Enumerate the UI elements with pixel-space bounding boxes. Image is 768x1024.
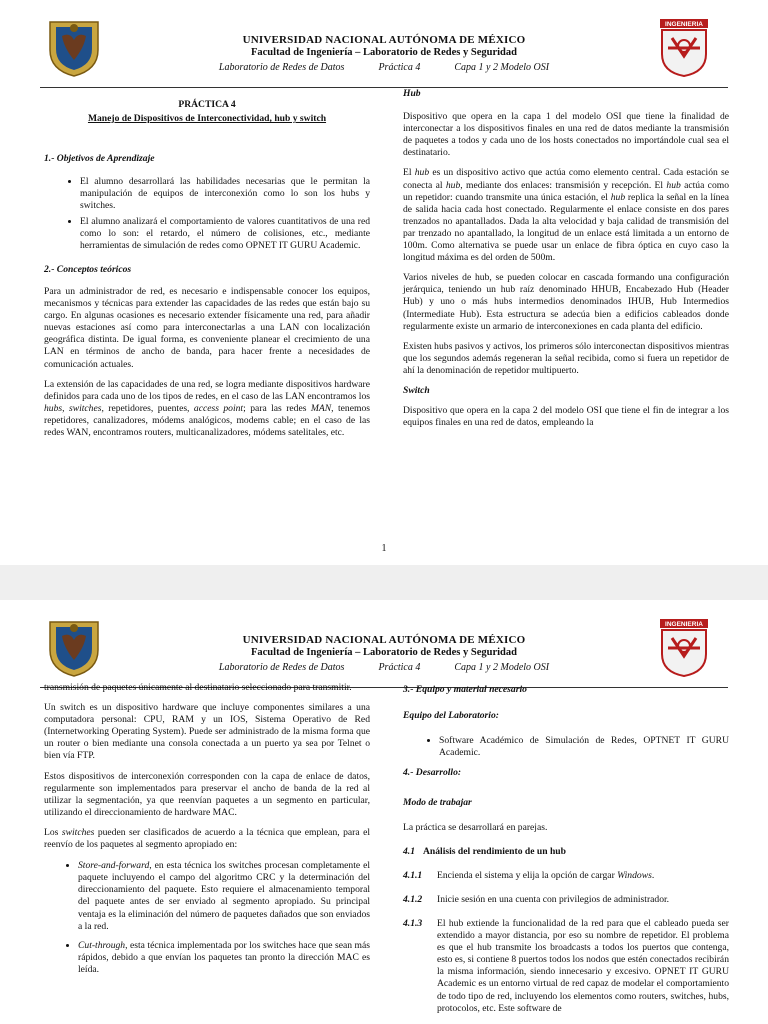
right-column [403, 684, 729, 1023]
practice-name: Práctica 4 [378, 662, 421, 673]
step-4-1-3: 4.1.3 El hub extiende la funcionalidad de la red para que el cableado pueda ser extendido a mayor distancia, por eso su nombre de repetidor. El problema es que el hub transmite los broadcasts a todos los puertos que contenga, esto es, si contiene 8 puertos todos los nodos que estén conectados recibirán la misma información, siendo innecesario y excesivo. OPNET IT GURU Academic es un entorno virtual de red capaz de modelar el comportamiento de todo tipo de red, incluyendo los elementos como routers, switches, hubs, protocolos, etc. Este software de [403, 917, 729, 1014]
equipment-subtitle: Equipo del Laboratorio: [403, 710, 499, 722]
section-equipment-title: 3.- Equipo y material necesario [403, 684, 527, 695]
ingenieria-logo [654, 16, 714, 78]
lab-name: Laboratorio de Redes de Datos [218, 662, 345, 673]
left-column [44, 682, 370, 984]
page-number: 1 [381, 543, 387, 554]
subsection-4-1 [403, 846, 729, 858]
paragraph: Varios niveles de hub, se pueden colocar en cascada formando una configuración jerárquica, teniendo un hub raíz denominado HHUB, Encabezado Hub (Header Hub) y uno o más hubs intermedios denominados IHUB, Hub Intermedios (Intermediate Hub). Esta estructura se adecúa bien a edificios cableados donde regularmente existe un armario de interconexiones en cada planta del edificio. [403, 272, 729, 332]
paragraph: transmisión de paquetes únicamente al destinatario seleccionado para transmitir. [44, 682, 352, 693]
unam-crest-logo [44, 616, 104, 678]
chapter-name: Capa 1 y 2 Modelo OSI [454, 62, 550, 73]
page-header [120, 634, 648, 673]
work-mode-title: Modo de trabajar [403, 797, 472, 809]
step-4-1-1: 4.1.1 Encienda el sistema y elija la opción de cargar Windows. [403, 869, 655, 881]
step-4-1-2: 4.1.2 Inicie sesión en una cuenta con privilegios de administrador. [403, 893, 670, 905]
paragraph: Existen hubs pasivos y activos, los primeros sólo interconectan dispositivos mientras que los segundos además regeneran la señal recibida, como si fuera un repetidor de ahí la denominación de repetidor multipuerto. [403, 340, 729, 376]
page-2 [0, 600, 768, 1024]
page-gap [0, 565, 768, 600]
list-item: • Software Académico de Simulación de Redes, OPTNET IT GURU Academic. [439, 734, 729, 759]
section-objectives-title: 1.- Objetivos de Aprendizaje [44, 153, 155, 165]
paragraph: La extensión de las capacidades de una red, se logra mediante dispositivos hardware definidos para cada uno de los tipos de redes, en el caso de las LAN encontramos los hubs, switches, repetidores, puentes, access point; para las redes MAN, tenemos repetidores, canalizadores, módems analógicos, modems cable; en el caso de las redes WAN, encontramos routers, multicanalizadores, módems satelitales, etc. [44, 378, 370, 438]
equipment-list [403, 734, 729, 759]
chapter-name: Capa 1 y 2 Modelo OSI [454, 662, 550, 673]
paragraph: El hub es un dispositivo activo que actúa como elemento central. Cada estación se conecta al hub, mediante dos enlaces: transmisión y recepción. El hub actúa como un repetidor: cuando transmite una única estación, el hub replica la señal en la línea de salida hacia cada host conectado. Regularmente el enlace consiste en dos pares trenzados no apantallados. Dada la alta velocidad y baja calidad de transmisión del par trenzado no apantallado, la longitud de un enlace está limitada a un entorno de 100m. Como alternativa se puede usar un enlace de fibra óptica en cuyo caso la longitud máxima es del orden de 500m. [403, 167, 729, 264]
subsection-title: Análisis del rendimiento de un hub [423, 845, 566, 857]
logo-text: INGENIERIA [665, 21, 703, 28]
left-column [44, 97, 370, 447]
logo-text: INGENIERIA [665, 621, 703, 628]
subsection-number: 4.1 [403, 845, 415, 857]
faculty-name: Facultad de Ingeniería – Laboratorio de Redes y Seguridad [250, 47, 517, 58]
paragraph: Para un administrador de red, es necesario e indispensable conocer los equipos, mecanismos y técnicas para extender las capacidades de las redes que están bajo su cargo. En algunas ocasiones es necesario extender físicamente una red, para añadir nuevas estaciones así como para interconectarlas a una LAN con localización geográfica distinta. De igual forma, es conveniente planear el crecimiento de una LAN en términos de ancho de banda, para hacer frente a necesidades de comunicación actuales. [44, 285, 370, 370]
ingenieria-logo [654, 616, 714, 678]
switch-heading: Switch [403, 384, 430, 396]
list-item: • Store-and-forward, en esta técnica los switches procesan completamente el paquete incluyendo el campo del algoritmo CRC y la determinación del direccionamiento del paquete. Esto requiere el almacenamiento temporal del paquete antes de ser enviado al segmento apropiado. Su principal ventaja es la eliminación del número de paquetes dañados que son enviados a la red. [78, 859, 370, 933]
paragraph: Un switch es un dispositivo hardware que incluye componentes similares a una computadora personal: CPU, RAM y un IOS, Sistema Operativo de Red (Internetworking Operating System). Puede ser administrado de la misma forma que un router o bien mediante una consola conectada a un puerto ya sea por Telnet o bien vía FTP. [44, 702, 370, 762]
university-name: UNIVERSIDAD NACIONAL AUTÓNOMA DE MÉXICO [242, 34, 526, 46]
list-item: • El alumno desarrollará las habilidades necesarias que le permitan la manipulación de equipos de interconexión como lo son los hubs y switches. [80, 175, 370, 212]
unam-crest-logo [44, 16, 104, 78]
practice-title: PRÁCTICA 4 [178, 99, 236, 110]
section-development-title: 4.- Desarrollo: [403, 767, 462, 779]
objectives-list [44, 175, 370, 252]
practice-subtitle: Manejo de Dispositivos de Interconectividad, hub y switch [87, 113, 327, 125]
paragraph: Estos dispositivos de interconexión corresponden con la capa de enlace de datos, regularmente son implementados para preservar el ancho de banda de la red al utilizar la segmentación, ya que reenvían paquetes a un segmento en particular, utilizando el direccionamiento de hardware MAC. [44, 770, 370, 818]
list-item: • El alumno analizará el comportamiento de valores cuantitativos de una red como lo son: el retardo, el número de colisiones, etc., mediante herramientas de simulación de redes como OPNET IT GURU Academic. [80, 215, 370, 252]
paragraph: Dispositivo que opera en la capa 1 del modelo OSI que tiene la finalidad de interconectar a los dispositivos finales en una red de datos mediante la transmisión de paquetes a todos y cada uno de los hosts conectados no importándole cual sea el destinatario. [403, 111, 729, 159]
paragraph: Los switches pueden ser clasificados de acuerdo a la técnica que emplean, para el reenvío de los paquetes al segmento apropiado en: [44, 826, 370, 851]
section-concepts-title: 2.- Conceptos teóricos [44, 263, 132, 275]
page-header [120, 34, 648, 73]
faculty-name: Facultad de Ingeniería – Laboratorio de Redes y Seguridad [250, 647, 517, 658]
list-item: • Cut-through, esta técnica implementada por los switches hace que sean más rápidos, debido a que envían los paquetes tan pronto la dirección MAC es leída. [78, 939, 370, 976]
paragraph: Dispositivo que opera en la capa 2 del modelo OSI que tiene el fin de integrar a los equipos finales en una red de datos, empleando la [403, 405, 729, 429]
right-column [403, 88, 729, 437]
lab-name: Laboratorio de Redes de Datos [218, 62, 345, 73]
hub-heading: Hub [403, 88, 421, 99]
header-subline [120, 62, 648, 73]
university-name: UNIVERSIDAD NACIONAL AUTÓNOMA DE MÉXICO [242, 634, 526, 646]
header-subline [120, 662, 648, 673]
practice-name: Práctica 4 [378, 62, 421, 73]
work-mode-text: La práctica se desarrollará en parejas. [403, 821, 548, 833]
techniques-list [44, 859, 370, 976]
